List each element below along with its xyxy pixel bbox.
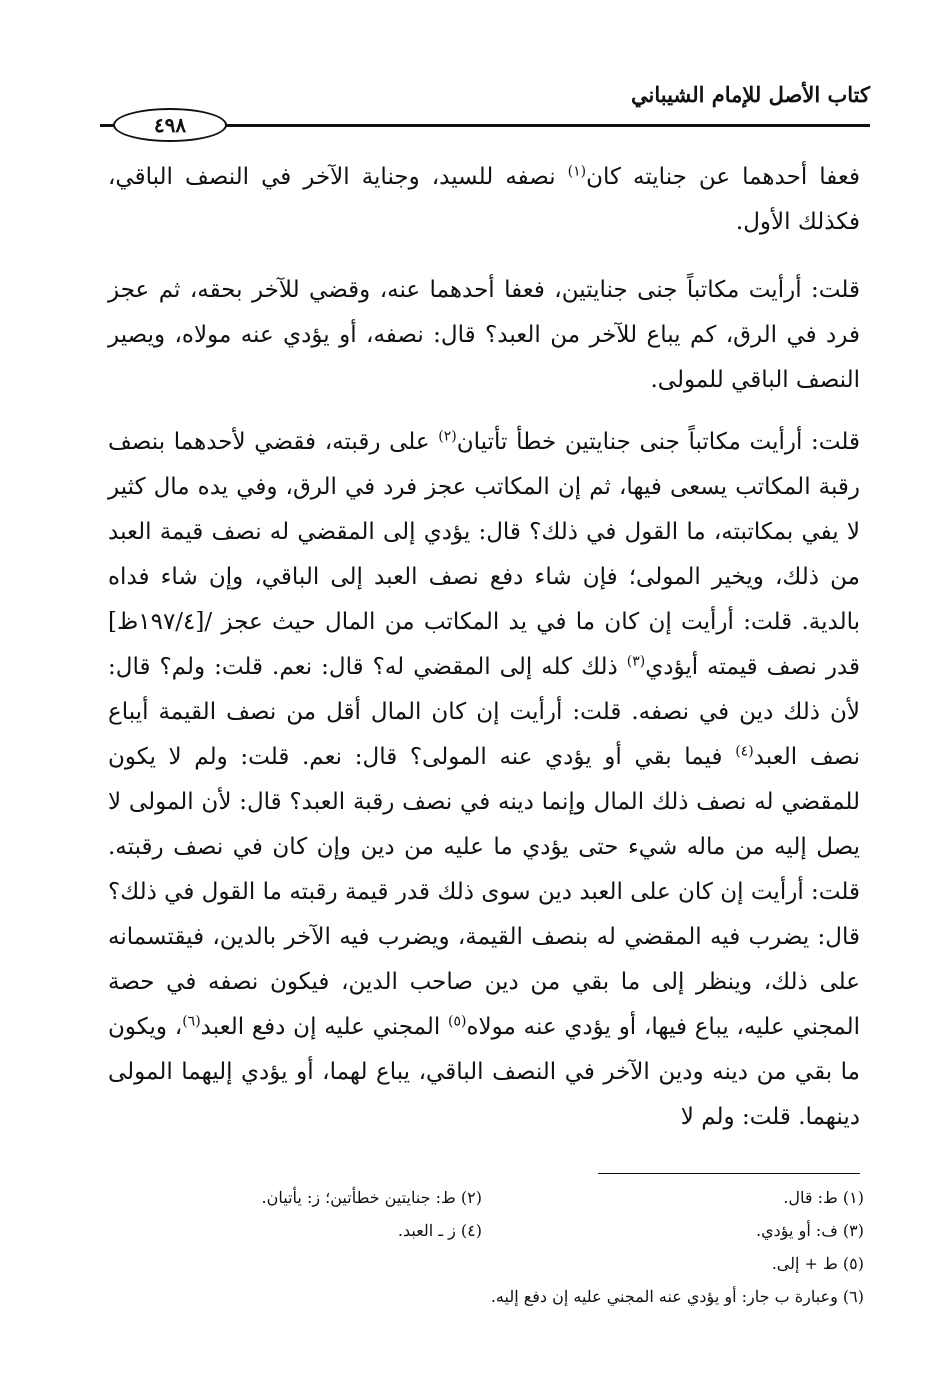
footnote-separator	[598, 1173, 860, 1174]
footnote-4: (٤) ز ـ العبد.	[397, 1221, 482, 1240]
page-header	[100, 82, 870, 142]
footnote-5: (٥) ط + إلى.	[771, 1254, 864, 1273]
paragraph-2: قلت: أرأيت مكاتباً جنى جنايتين، فعفا أحدهما عنه، وقضي للآخر بحقه، ثم عجز فرد في الرق، كم يباع للآخر من العبد؟ قال: نصفه، أو يؤدي عنه مولاه، ويصير النصف الباقي للمولى.	[108, 277, 860, 393]
book-title: كتاب الأصل للإمام الشيباني	[631, 82, 870, 107]
footnote-6: (٦) وعبارة ب جار: أو يؤدي عنه المجني عليه إن دفع إليه.	[490, 1287, 864, 1306]
footnote-2: (٢) ط: جنايتين خطأتين؛ ز: يأتيان.	[261, 1188, 482, 1207]
paragraph-3: قلت: أرأيت مكاتباً جنى جنايتين خطأ تأتيان$^{(٢)}$ على رقبته، فقضي لأحدهما بنصف رقبة المكاتب يسعى فيها، ثم إن المكاتب عجز فرد في الرق، وفي يده مال كثير لا يفي بمكاتبته، ما القول في ذلك؟ قال: يؤدي إلى المقضي له نصف قيمة العبد من ذلك، ويخير المولى؛ فإن شاء دفع نصف العبد إلى الباقي، وإن شاء فداه بالدية. قلت: أرأيت إن كان ما في يد المكاتب من المال حيث عجز /[١٩٧/٤ظ] قدر نصف قيمته أيؤدي$^{(٣)}$ ذلك كله إلى المقضي له؟ قال: نعم. قلت: ولم؟ قال: لأن ذلك دين في نصفه. قلت: أرأيت إن كان المال أقل من نصف القيمة أيباع نصف العبد$^{(٤)}$ فيما بقي أو يؤدي عنه المولى؟ قال: نعم. قلت: ولم لا يكون للمقضي له نصف ذلك المال وإنما دينه في نصف رقبة العبد؟ قال: لأن المولى لا يصل إليه من ماله شيء حتى يؤدي ما عليه من دين وإن كان في نصف رقبته. قلت: أرأيت إن كان على العبد دين سوى ذلك قدر قيمة رقبته ما القول في ذلك؟ قال: يضرب فيه المقضي له بنصف القيمة، ويضرب فيه الآخر بالدين، فيقتسمانه على ذلك، وينظر إلى ما بقي من دين صاحب الدين، فيكون نصفه في حصة المجني عليه، يباع فيها، أو يؤدي عنه مولاه$^{(٥)}$ المجني عليه إن دفع العبد$^{(٦)}$، ويكون ما بقي من دينه ودين الآخر في النصف الباقي، يباع لهما، أو يؤدي إليهما المولى دينهما. قلت: ولم لا	[108, 428, 861, 1130]
page-number: ٤٩٨	[113, 108, 227, 142]
footnote-3: (٣) ف: أو يؤدي.	[756, 1221, 864, 1240]
footnote-1: (١) ط: قال.	[783, 1188, 864, 1207]
paragraph-1: فعفا أحدهما عن جنايته كان$^{(١)}$ نصفه للسيد، وجناية الآخر في النصف الباقي، فكذلك الأول.	[108, 163, 860, 235]
